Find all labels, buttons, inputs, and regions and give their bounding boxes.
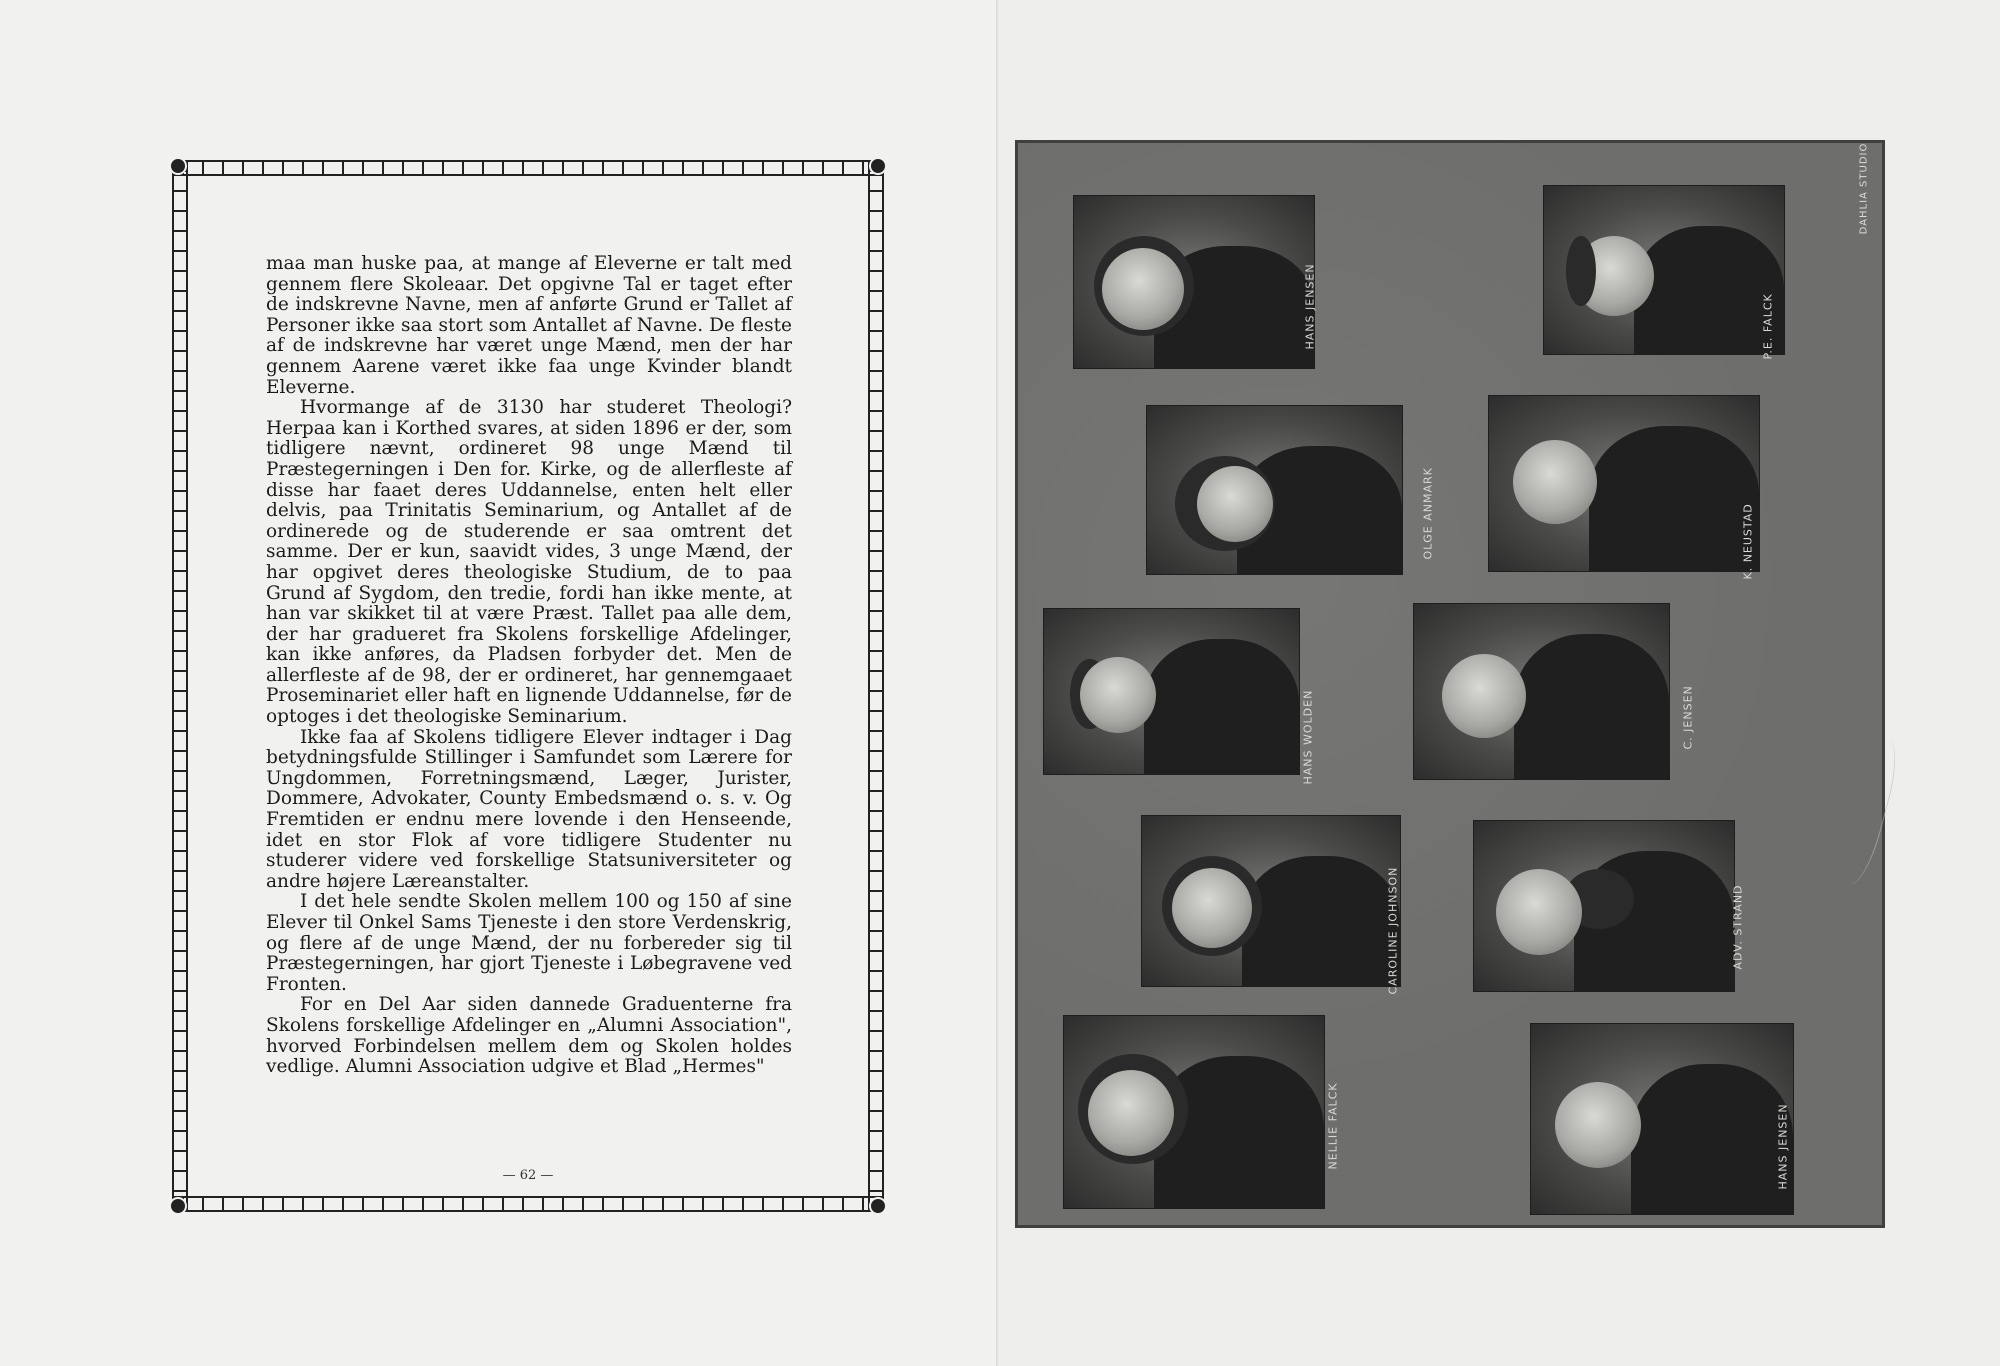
portrait-caption: C. JENSEN (1681, 685, 1695, 750)
portrait-photo (1488, 395, 1760, 572)
portrait-photo (1146, 405, 1403, 575)
portrait-photo (1530, 1023, 1794, 1215)
photo-plate (1015, 140, 1885, 1228)
portrait-caption: P.E. FALCK (1761, 293, 1775, 360)
border-left (172, 160, 188, 1212)
portrait-photo (1141, 815, 1401, 987)
face (1197, 466, 1273, 542)
corner-ornament-icon (869, 157, 887, 175)
face (1088, 1070, 1174, 1156)
face (1172, 868, 1252, 948)
portrait-photo (1413, 603, 1670, 780)
portrait-caption: HANS JENSEN (1303, 263, 1317, 350)
face (1513, 440, 1597, 524)
portrait-photo (1473, 820, 1735, 992)
portrait-caption: HANS WOLDEN (1301, 689, 1315, 785)
portrait-caption: HANS JENSEN (1776, 1103, 1790, 1190)
paragraph: Hvormange af de 3130 har studeret Theologi? Herpaa kan i Korthed svares, at siden 1896 er der, som tidligere nævnt, ordineret 98 unge Mænd til Præstegerningen i Den for. Kirke, og de allerfleste af disse har faaet deres Uddannelse, enten helt eller delvis, paa Trinitatis Seminarium, og Antallet af de ordinerede og de studerende er saa omtrent det samme. Der er kun, saavidt vides, 3 unge Mænd, der har opgivet deres theologiske Studium, de to paa Grund af Sygdom, den tredie, fordi han ikke mente, at han var skikket til at være Præst. Tallet paa alle dem, der har gradueret fra Skolens forskellige Afdelinger, kan ikke anføres, da Pladsen forbyder det. Men de allerfleste af de 98, der er ordineret, har gennemgaaet Proseminariet eller haft en lignende Uddannelse, før de optoges i det theologiske Seminarium. (266, 397, 792, 728)
border-top (172, 160, 884, 176)
face (1496, 869, 1582, 955)
studio-mark: DAHLIA STUDIO (1858, 142, 1870, 235)
portrait-caption: K. NEUSTAD (1741, 503, 1755, 580)
paragraph: maa man huske paa, at mange af Eleverne er talt med gennem flere Skoleaar. Det opgivne Tal er taget efter de indskrevne Navne, men af anførte Grund er Tallet af Personer ikke saa stort som Antallet af Navne. De fleste af de indskrevne har været unge Mænd, men der har gennem Aarene været ikke faa unge Kvinder blandt Eleverne. (266, 253, 792, 398)
corner-ornament-icon (169, 1197, 187, 1215)
paragraph: For en Del Aar siden dannede Graduenterne fra Skolens forskellige Afdelinger en „Alumni Association", hvorved Forbindelsen mellem dem og Skolen holdes vedlige. Alumni Association udgive et Blad „Hermes" (266, 994, 792, 1078)
portrait-caption: OLGE ANMARK (1421, 467, 1435, 560)
portrait-photo (1073, 195, 1315, 369)
body-text (266, 254, 792, 1078)
face (1080, 657, 1156, 733)
portrait-photo (1043, 608, 1300, 775)
border-bottom (172, 1196, 884, 1212)
paragraph: I det hele sendte Skolen mellem 100 og 150 af sine Elever til Onkel Sams Tjeneste i den store Verdenskrig, og flere af de unge Mænd, der nu forbereder sig til Præstegerningen, har gjort Tjeneste i Løbegravene ved Fronten. (266, 891, 792, 995)
portrait-photo (1063, 1015, 1325, 1209)
face (1102, 248, 1184, 330)
page-number: — 62 — (502, 1168, 554, 1183)
paragraph: Ikke faa af Skolens tidligere Elever indtager i Dag betydningsfulde Stillinger i Samfundet som Lærere for Ungdommen, Forretningsmænd, Læger, Jurister, Dommere, Advokater, County Embedsmænd o. s. v. Og Fremtiden er endnu mere lovende i den Henseende, idet en stor Flok af vore tidligere Studenter nu studerer videre ved forskellige Statsuniversiteter og andre højere Læreanstalter. (266, 726, 792, 892)
corner-ornament-icon (169, 157, 187, 175)
corner-ornament-icon (869, 1197, 887, 1215)
portrait-caption: ADV. STRAND (1731, 884, 1745, 970)
border-right (868, 160, 884, 1212)
portrait-caption: CAROLINE JOHNSON (1386, 866, 1400, 995)
face (1442, 654, 1526, 738)
portrait-caption: NELLIE FALCK (1326, 1082, 1340, 1170)
portrait-photo (1543, 185, 1785, 355)
face (1555, 1082, 1641, 1168)
